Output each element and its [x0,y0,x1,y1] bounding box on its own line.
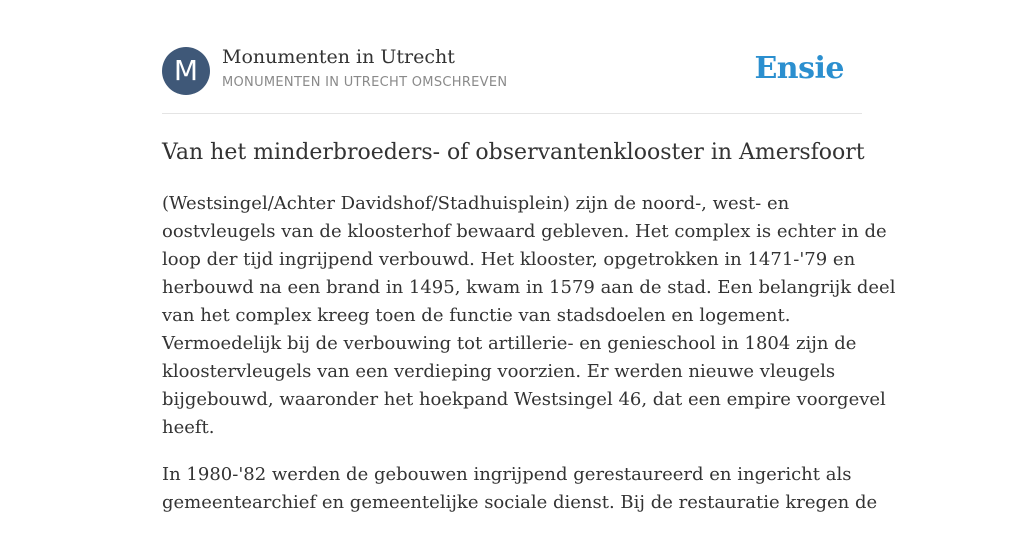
text-line: Vermoedelijk bij de verbouwing tot artillerie- en genieschool in 1804 zijn de [162,333,857,354]
paragraph-2 [162,461,878,517]
site-subtitle: MONUMENTEN IN UTRECHT OMSCHREVEN [222,75,508,90]
page-title: Van het minderbroeders- of observantenklooster in Amersfoort [162,140,865,165]
text-line: van het complex kreeg toen de functie van stadsdoelen en logement. [162,305,791,326]
text-line: (Westsingel/Achter Davidshof/Stadhuisplein) zijn de noord-, west- en [162,193,790,214]
site-header [162,46,862,96]
avatar[interactable]: M [162,47,210,95]
paragraph-1 [162,190,896,442]
site-name[interactable]: Monumenten in Utrecht [222,46,455,68]
text-line: herbouwd na een brand in 1495, kwam in 1579 aan de stad. Een belangrijk deel [162,277,896,298]
text-line: heeft. [162,417,215,438]
text-line: loop der tijd ingrijpend verbouwd. Het klooster, opgetrokken in 1471-'79 en [162,249,856,270]
divider [162,113,862,114]
text-line: bijgebouwd, waaronder het hoekpand Westsingel 46, dat een empire voorgevel [162,389,886,410]
text-line: gemeentearchief en gemeentelijke sociale dienst. Bij de restauratie kregen de [162,492,878,513]
text-line: In 1980-'82 werden de gebouwen ingrijpend gerestaureerd en ingericht als [162,464,852,485]
article-body [162,190,896,536]
ensie-logo[interactable]: Ensie [754,51,844,86]
text-line: oostvleugels van de kloosterhof bewaard gebleven. Het complex is echter in de [162,221,887,242]
text-line: kloostervleugels van een verdieping voorzien. Er werden nieuwe vleugels [162,361,836,382]
